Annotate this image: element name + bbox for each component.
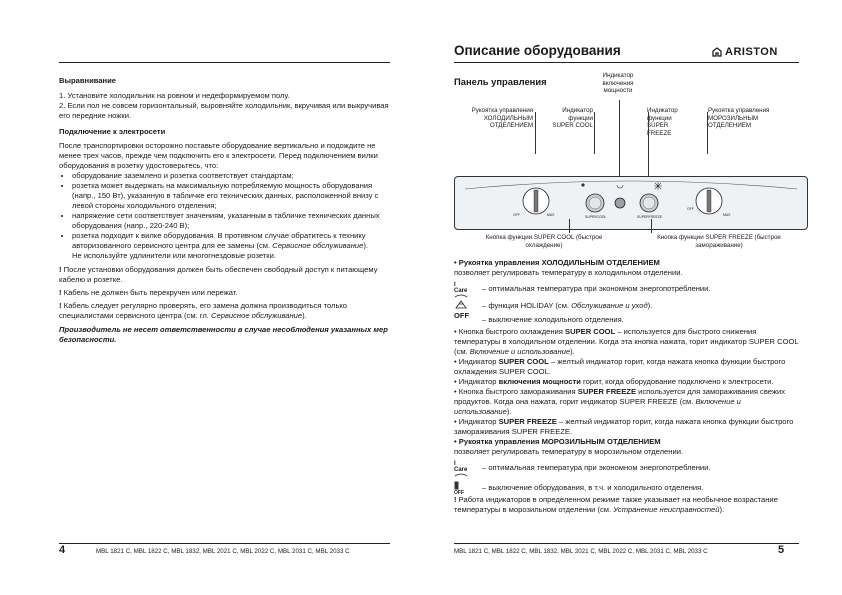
- freezer-desc: позволяет регулировать температуру в морозильном отделении.: [454, 447, 684, 456]
- icare-icon: I Care: [454, 461, 470, 475]
- leveling-step-2: 2. Если пол не совсем горизонтальный, выровняйте холодильник, вкручивая или выкручивая его передние ножки.: [59, 101, 389, 120]
- leader-line: [535, 112, 536, 154]
- off-row: [454, 313, 799, 327]
- icare2-text: – оптимальная температура при экономном энергопотреблении.: [482, 463, 711, 472]
- page-number: 4: [59, 544, 66, 556]
- leader-line: [594, 112, 595, 154]
- header-rule: [454, 62, 799, 63]
- label-supercool-indicator: Индикатор функции SUPER COOL: [552, 107, 593, 130]
- off-mark-fridge: OFF: [513, 213, 520, 217]
- right-text-column: [454, 258, 799, 515]
- supercool-indicator-desc: • Индикатор SUPER COOL – желтый индикатор горит, когда нажата кнопка функции быстрого охлаждения SUPER COOL.: [454, 357, 786, 376]
- supercool-button-desc: • Кнопка быстрого охлаждения SUPER COOL – используется для быстрого снижения температуры в холодильном отделении. Когда эта кнопка нажата, горит индикатор SUPER COOL (см. Включение и использование).: [454, 327, 799, 356]
- right-page: [421, 0, 842, 595]
- fridge-heading: • Рукоятка управления ХОЛОДИЛЬНЫМ ОТДЕЛЕНИЕМ: [454, 258, 660, 267]
- power-intro: После транспортировки осторожно поставьте оборудование вертикально и подождите не менее трех часов, прежде чем подключить его к электросети. Перед подключением вилки оборудования в розетку удостоверьтесь, что:: [59, 141, 378, 170]
- icare2-row: [454, 461, 799, 475]
- leader-line: [569, 219, 570, 233]
- section-title-leveling: Выравнивание: [59, 76, 117, 85]
- panel-title: Панель управления: [454, 76, 547, 87]
- supercool-mark: SUPERCOOL: [585, 215, 607, 219]
- leader-line: [651, 219, 652, 233]
- freezer-heading: • Рукоятка управления МОРОЗИЛЬНЫМ ОТДЕЛЕНИЕМ: [454, 437, 661, 446]
- label-power-indicator: Индикатор включения мощности: [602, 72, 634, 95]
- list-item: • оборудование заземлено и розетка соответствует стандартам;: [72, 171, 389, 181]
- superfreeze-mark: SUPERFREEZE: [637, 215, 663, 219]
- holiday-text: – функция HOLIDAY (см. Обслуживание и уход).: [482, 301, 653, 310]
- label-superfreeze-button: Кнопка функции SUPER FREEZE (быстрое замораживание): [657, 234, 781, 249]
- superfreeze-indicator-desc: • Индикатор SUPER FREEZE – желтый индикатор горит, когда нажата кнопка функции быстрого замораживания SUPER FREEZE.: [454, 417, 794, 436]
- footer-models: MBL 1821 C, MBL 1822 C, MBL 1832, MBL 2021 C, MBL 2022 C, MBL 2031 C, MBL 2033 C: [454, 548, 708, 555]
- off2-text: – выключение оборудования, в т.ч. и холодильного отделения.: [482, 483, 704, 492]
- control-panel: [454, 176, 808, 230]
- leader-line: [707, 112, 708, 154]
- note-access: ! После установки оборудования должен быть обеспечен свободный доступ к питающему кабелю и розетке.: [59, 265, 378, 284]
- icare-text: – оптимальная температура при экономном энергопотреблении.: [482, 284, 711, 293]
- off-text: – выключение холодильного отделения.: [482, 315, 624, 324]
- section-title-power: Подключение к электросети: [59, 127, 166, 136]
- list-item: • напряжение сети соответствует значениям, указанным в табличке технических данных оборудования (напр., 220-240 В);: [72, 211, 389, 231]
- footer-rule: [59, 543, 390, 544]
- final-note: ! Работа индикаторов в определенном режиме также указывает на необычное возрастание температуры в морозильном отделении (см. Устранение неисправностей).: [454, 495, 778, 514]
- label-superfreeze-indicator: Индикатор функции SUPER FREEZE: [647, 107, 678, 137]
- warning: Производитель не несет ответственности в случае несоблюдения указанных мер безопасности.: [59, 325, 388, 344]
- list-item: • розетка подходит к вилке оборудования. В противном случае обратитесь к технику авторизованного сервисного центра для ее замены (см. Сервисное обслуживание). Не используйте удлинители или многогнездовые розетки.: [72, 231, 389, 261]
- knob-off-icon: OFF: [454, 481, 470, 495]
- page-title: Описание оборудования: [454, 43, 621, 58]
- superfreeze-button-desc: • Кнопка быстрого замораживания SUPER FREEZE используется для замораживания свежих продуктов. Когда она нажата, горит индикатор SUPER FREEZE (см. Включение и использование).: [454, 387, 786, 416]
- off2-row: [454, 481, 799, 495]
- icare-icon: I Care: [454, 282, 470, 296]
- page-number: 5: [778, 544, 785, 556]
- label-fridge-knob: Рукоятка управления ХОЛОДИЛЬНЫМ ОТДЕЛЕНИЕМ: [471, 107, 533, 130]
- leveling-step-1: 1. Установите холодильник на ровном и недеформируемом полу.: [59, 91, 290, 100]
- holiday-row: [454, 299, 799, 313]
- control-panel-drawing: [455, 177, 807, 229]
- house-icon: [712, 47, 722, 57]
- off-label: OFF: [454, 311, 470, 320]
- label-supercool-button: Кнопка функции SUPER COOL (быстрое охлаждение): [485, 234, 603, 249]
- power-indicator-desc: • Индикатор включения мощности горит, когда оборудование подключено к электросети.: [454, 377, 774, 386]
- note-replace: ! Кабель следует регулярно проверять, его замена должна производиться только специалистами сервисного центра (см. гл. Сервисное обслуживание).: [59, 301, 348, 320]
- label-freezer-knob: Рукоятка управления МОРОЗИЛЬНЫМ ОТДЕЛЕНИЕМ: [708, 107, 770, 130]
- note-cable: ! Кабель не должен быть перекручен или пережат.: [59, 288, 238, 297]
- off-mark-freezer: OFF: [687, 207, 694, 211]
- footer-models: MBL 1821 C, MBL 1822 C, MBL 1832, MBL 2021 C, MBL 2022 C, MBL 2031 C, MBL 2033 C: [96, 548, 350, 555]
- header-rule: [59, 62, 390, 63]
- fridge-desc: позволяет регулировать температуру в холодильном отделении.: [454, 268, 683, 277]
- brand-logo: ARISTON: [712, 46, 778, 58]
- left-text-column: [59, 76, 389, 345]
- max-mark-freezer: MAX: [723, 213, 731, 217]
- requirements-list: [59, 171, 389, 261]
- icare-row: [454, 282, 799, 296]
- max-mark-fridge: MAX: [547, 213, 555, 217]
- footer-rule: [454, 543, 799, 544]
- list-item: • розетка может выдержать на максимальную потребляемую мощность оборудования (напр., 150 Вт), указанную в табличке его технических данных, расположенной внизу с левой стороны холодильного отделения;: [72, 181, 389, 211]
